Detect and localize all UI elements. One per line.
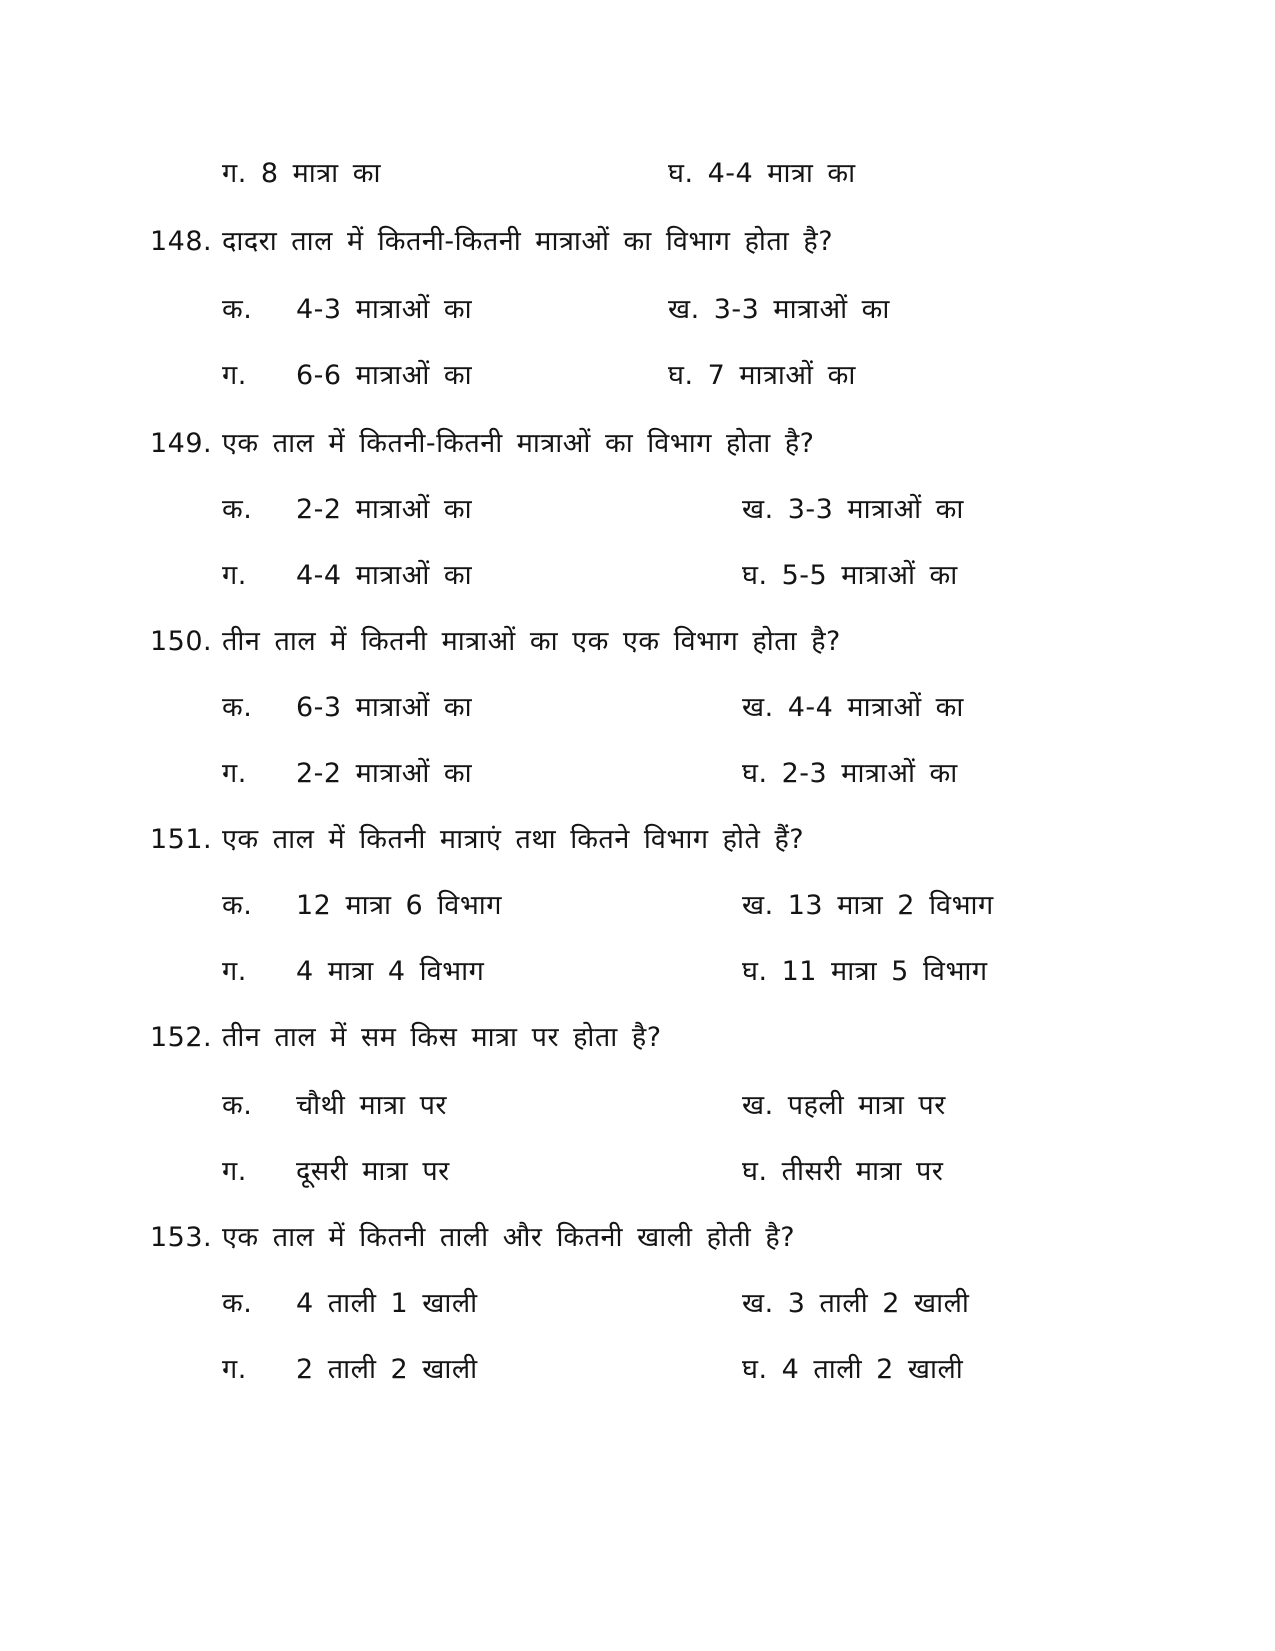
option-d: घ. 7 मात्राओं का <box>668 360 856 391</box>
option-b: ख. 3-3 मात्राओं का <box>742 494 964 525</box>
option-a-text: 2-2 मात्राओं का <box>296 494 473 525</box>
option-c-text: दूसरी मात्रा पर <box>296 1156 450 1187</box>
question-number: 153. <box>150 1222 213 1253</box>
option-a-text: 6-3 मात्राओं का <box>296 692 473 723</box>
option-a-letter: क. <box>222 1090 253 1121</box>
option-a-text: 4-3 मात्राओं का <box>296 294 473 325</box>
option-a-letter: क. <box>222 692 253 723</box>
option-a-letter: क. <box>222 294 253 325</box>
question-text: एक ताल में कितनी ताली और कितनी खाली होती है? <box>222 1222 796 1253</box>
option-b: ख. 4-4 मात्राओं का <box>742 692 964 723</box>
option-b: ख. 3-3 मात्राओं का <box>668 294 890 325</box>
question-text: तीन ताल में सम किस मात्रा पर होता है? <box>222 1022 662 1053</box>
question-number: 150. <box>150 626 213 657</box>
option-d: घ. 2-3 मात्राओं का <box>742 758 958 789</box>
option-c-letter: ग. <box>222 1156 247 1187</box>
option-a-letter: क. <box>222 890 253 921</box>
option-d: घ. 4 ताली 2 खाली <box>742 1354 964 1385</box>
question-number: 149. <box>150 428 213 459</box>
option-c-text: 2 ताली 2 खाली <box>296 1354 478 1385</box>
question-number: 148. <box>150 226 213 257</box>
question-text: दादरा ताल में कितनी-कितनी मात्राओं का विभाग होता है? <box>222 226 834 257</box>
question-number: 151. <box>150 824 213 855</box>
option-c-text: 4 मात्रा 4 विभाग <box>296 956 485 987</box>
option-c-letter: ग. <box>222 360 247 391</box>
option-a-letter: क. <box>222 494 253 525</box>
option-d: घ. 4-4 मात्रा का <box>668 158 856 189</box>
question-text: एक ताल में कितनी-कितनी मात्राओं का विभाग होता है? <box>222 428 815 459</box>
option-c-letter: ग. <box>222 758 247 789</box>
question-text: तीन ताल में कितनी मात्राओं का एक एक विभाग होता है? <box>222 626 841 657</box>
option-d: घ. 5-5 मात्राओं का <box>742 560 958 591</box>
option-a-text: 4 ताली 1 खाली <box>296 1288 478 1319</box>
option-c-text: 4-4 मात्राओं का <box>296 560 473 591</box>
option-c-text: 2-2 मात्राओं का <box>296 758 473 789</box>
question-text: एक ताल में कितनी मात्राएं तथा कितने विभाग होते हैं? <box>222 824 805 855</box>
option-a-text: चौथी मात्रा पर <box>296 1090 447 1121</box>
option-d: घ. 11 मात्रा 5 विभाग <box>742 956 988 987</box>
option-d: घ. तीसरी मात्रा पर <box>742 1156 944 1187</box>
option-c-letter: ग. <box>222 956 247 987</box>
question-number: 152. <box>150 1022 213 1053</box>
option-b: ख. 13 मात्रा 2 विभाग <box>742 890 994 921</box>
option-c-letter: ग. <box>222 560 247 591</box>
option-c: ग. 8 मात्रा का <box>222 158 381 189</box>
option-c-letter: ग. <box>222 1354 247 1385</box>
option-c-text: 6-6 मात्राओं का <box>296 360 473 391</box>
option-a-text: 12 मात्रा 6 विभाग <box>296 890 502 921</box>
option-b: ख. 3 ताली 2 खाली <box>742 1288 970 1319</box>
option-a-letter: क. <box>222 1288 253 1319</box>
option-b: ख. पहली मात्रा पर <box>742 1090 946 1121</box>
